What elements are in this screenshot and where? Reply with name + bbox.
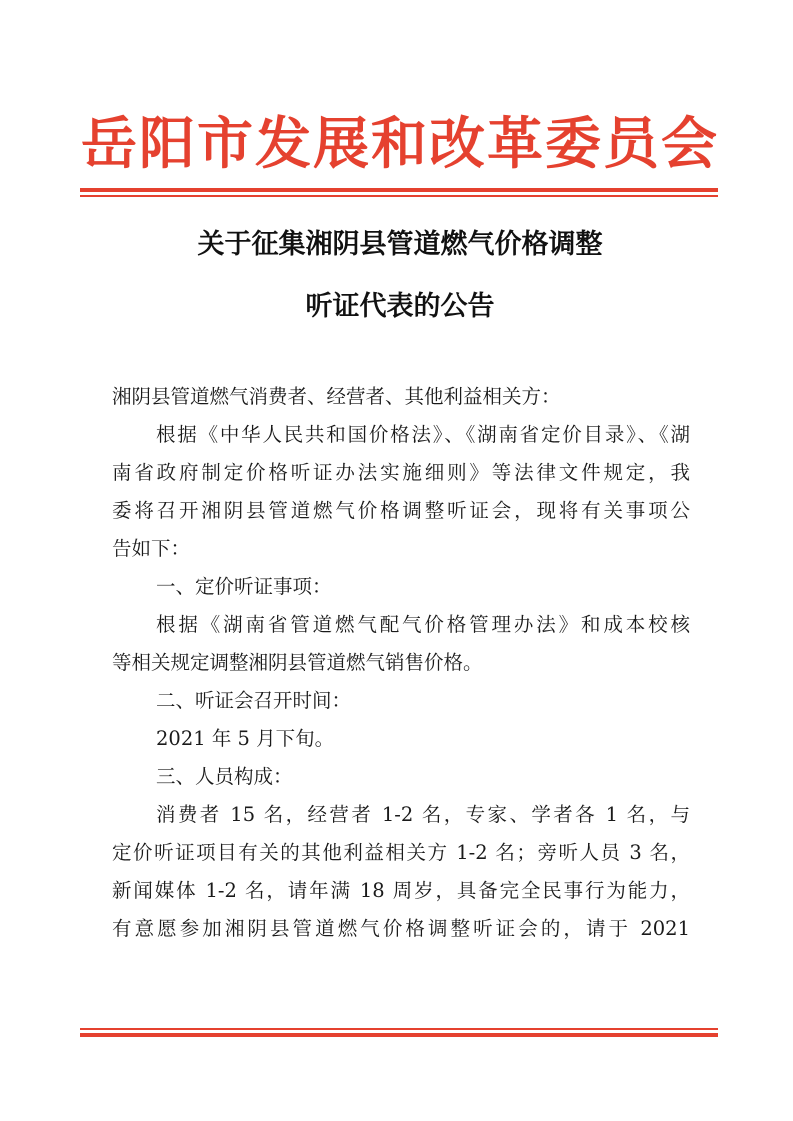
section-heading-2: 二、听证会召开时间：	[156, 689, 352, 712]
letterhead-rule-thin	[80, 195, 718, 197]
document-body	[112, 378, 690, 948]
section-heading-3: 三、人员构成：	[156, 765, 293, 788]
body-line: 委将召开湘阴县管道燃气价格调整听证会，现将有关事项公	[112, 499, 690, 522]
body-line: 南省政府制定价格听证办法实施细则》等法律文件规定，我	[112, 461, 690, 484]
footer-rule-thick	[80, 1033, 718, 1037]
body-line: 2021 年 5 月下旬。	[156, 727, 335, 750]
body-line: 有意愿参加湘阴县管道燃气价格调整听证会的，请于 2021	[112, 917, 690, 940]
org-letterhead: 岳阳市发展和改革委员会	[81, 111, 719, 177]
footer-rule-thin	[80, 1028, 718, 1030]
body-line: 消费者 15 名，经营者 1-2 名，专家、学者各 1 名，与	[156, 803, 690, 826]
document-title-line-2: 听证代表的公告	[305, 291, 495, 322]
body-line: 等相关规定调整湘阴县管道燃气销售价格。	[112, 651, 483, 674]
salutation: 湘阴县管道燃气消费者、经营者、其他利益相关方：	[112, 385, 561, 408]
body-line: 根据《湖南省管道燃气配气价格管理办法》和成本校核	[156, 613, 690, 636]
document-title-line-1: 关于征集湘阴县管道燃气价格调整	[197, 229, 603, 260]
body-line: 定价听证项目有关的其他利益相关方 1-2 名；旁听人员 3 名，	[112, 841, 690, 864]
body-line: 告如下：	[112, 537, 191, 560]
body-line: 新闻媒体 1-2 名，请年满 18 周岁，具备完全民事行为能力，	[112, 879, 690, 902]
letterhead-rule-thick	[80, 188, 718, 192]
section-heading-1: 一、定价听证事项：	[156, 575, 332, 598]
body-line: 根据《中华人民共和国价格法》、《湖南省定价目录》、《湖	[156, 423, 690, 446]
